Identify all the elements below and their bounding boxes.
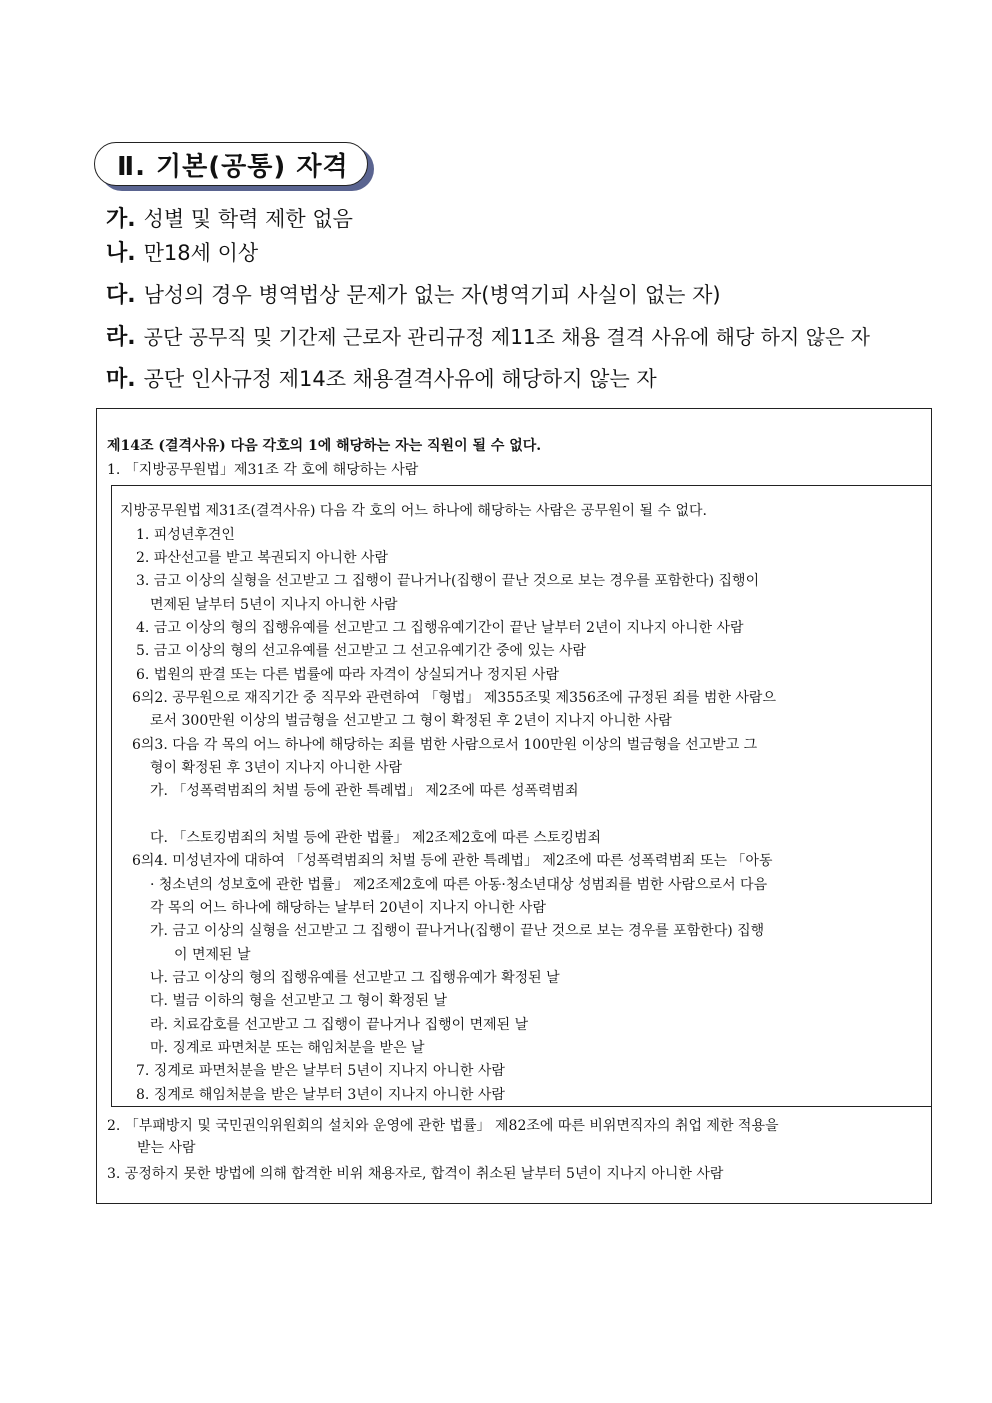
act-line: 4. 금고 이상의 형의 집행유예를 선고받고 그 집행유예기간이 끝난 날부터 2년이 지나지 아니한 사람 — [136, 620, 744, 636]
qualification-text: 만18세 이상 — [143, 241, 259, 265]
section-title: Ⅱ. 기본(공통) 자격 — [117, 151, 349, 182]
act-line: 형이 확정된 후 3년이 지나지 아니한 사람 — [150, 760, 402, 776]
act-line: 6의3. 다음 각 목의 어느 하나에 해당하는 죄를 범한 사람으로서 100만원 이상의 벌금형을 선고받고 그 — [132, 737, 758, 753]
act-heading: 지방공무원법 제31조(결격사유) 다음 각 호의 어느 하나에 해당하는 사람은 공무원이 될 수 없다. — [120, 503, 707, 519]
act-line: 다. 벌금 이하의 형을 선고받고 그 형이 확정된 날 — [150, 993, 448, 1009]
local-public-officials-act-box — [111, 485, 932, 1107]
article-heading: 제14조 (결격사유) 다음 각호의 1에 해당하는 자는 직원이 될 수 없다. — [107, 438, 542, 454]
act-line: 6의4. 미성년자에 대하여 「성폭력범죄의 처벌 등에 관한 특례법」 제2조에 따른 성폭력범죄 또는 「아동 — [132, 853, 773, 869]
act-line: 각 목의 어느 하나에 해당하는 날부터 20년이 지나지 아니한 사람 — [150, 900, 546, 916]
qualification-marker: 마. — [106, 367, 136, 392]
qualification-marker: 가. — [106, 207, 136, 232]
act-line: 면제된 날부터 5년이 지나지 아니한 사람 — [150, 597, 398, 613]
act-line: 가. 금고 이상의 실형을 선고받고 그 집행이 끝나거나(집행이 끝난 것으로 보는 경우를 포함한다) 집행 — [150, 923, 765, 939]
act-line: 6. 법원의 판결 또는 다른 법률에 따라 자격이 상실되거나 정지된 사람 — [136, 667, 560, 683]
act-line: 라. 치료감호를 선고받고 그 집행이 끝나거나 집행이 면제된 날 — [150, 1017, 529, 1033]
act-line: 5. 금고 이상의 형의 선고유예를 선고받고 그 선고유예기간 중에 있는 사람 — [136, 643, 587, 659]
qualification-text: 공단 인사규정 제14조 채용결격사유에 해당하지 않는 자 — [143, 367, 657, 391]
article-item-3: 3. 공정하지 못한 방법에 의해 합격한 비위 채용자로, 합격이 취소된 날부터 5년이 지나지 아니한 사람 — [107, 1166, 724, 1182]
qualification-item — [106, 278, 721, 309]
qualification-text: 공단 공무직 및 기간제 근로자 관리규정 제11조 채용 결격 사유에 해당 하지 않은 자 — [143, 325, 870, 349]
act-line: 다. 「스토킹범죄의 처벌 등에 관한 법률」 제2조제2호에 따른 스토킹범죄 — [150, 830, 602, 846]
act-line: 나. 금고 이상의 형의 집행유예를 선고받고 그 집행유예가 확정된 날 — [150, 970, 560, 986]
qualification-item — [106, 236, 258, 267]
act-line: 7. 징계로 파면처분을 받은 날부터 5년이 지나지 아니한 사람 — [136, 1063, 505, 1079]
act-line: 6의2. 공무원으로 재직기간 중 직무와 관련하여 「형법」 제355조및 제356조에 규정된 죄를 범한 사람으 — [132, 690, 776, 706]
act-line: 이 면제된 날 — [174, 947, 251, 963]
qualification-text: 성별 및 학력 제한 없음 — [143, 207, 353, 231]
act-line: 8. 징계로 해임처분을 받은 날부터 3년이 지나지 아니한 사람 — [136, 1087, 505, 1103]
act-line: 3. 금고 이상의 실형을 선고받고 그 집행이 끝나거나(집행이 끝난 것으로 보는 경우를 포함한다) 집행이 — [136, 573, 760, 589]
act-line: 가. 「성폭력범죄의 처벌 등에 관한 특례법」 제2조에 따른 성폭력범죄 — [150, 783, 579, 799]
qualification-text: 남성의 경우 병역법상 문제가 없는 자(병역기피 사실이 없는 자) — [143, 283, 721, 307]
qualification-marker: 나. — [106, 241, 136, 266]
disqualification-box — [96, 408, 932, 1204]
act-line: 로서 300만원 이상의 벌금형을 선고받고 그 형이 확정된 후 2년이 지나지 아니한 사람 — [150, 713, 672, 729]
qualification-marker: 다. — [106, 283, 136, 308]
qualification-item — [106, 320, 870, 351]
act-line: · 청소년의 성보호에 관한 법률」 제2조제2호에 따른 아동·청소년대상 성범죄를 범한 사람으로서 다음 — [150, 877, 768, 893]
article-item-2: 2. 「부패방지 및 국민권익위원회의 설치와 운영에 관한 법률」 제82조에 따른 비위면직자의 취업 제한 적용을 — [107, 1118, 779, 1134]
article-item-2-cont: 받는 사람 — [137, 1140, 196, 1156]
act-line: 1. 피성년후견인 — [136, 527, 235, 543]
article-item-1: 1. 「지방공무원법」제31조 각 호에 해당하는 사람 — [107, 462, 419, 478]
section-title-box — [94, 142, 368, 186]
qualification-marker: 라. — [106, 325, 136, 350]
qualification-item — [106, 362, 657, 393]
act-line: 마. 징계로 파면처분 또는 해임처분을 받은 날 — [150, 1040, 425, 1056]
act-line: 2. 파산선고를 받고 복권되지 아니한 사람 — [136, 550, 388, 566]
qualification-item — [106, 202, 353, 233]
